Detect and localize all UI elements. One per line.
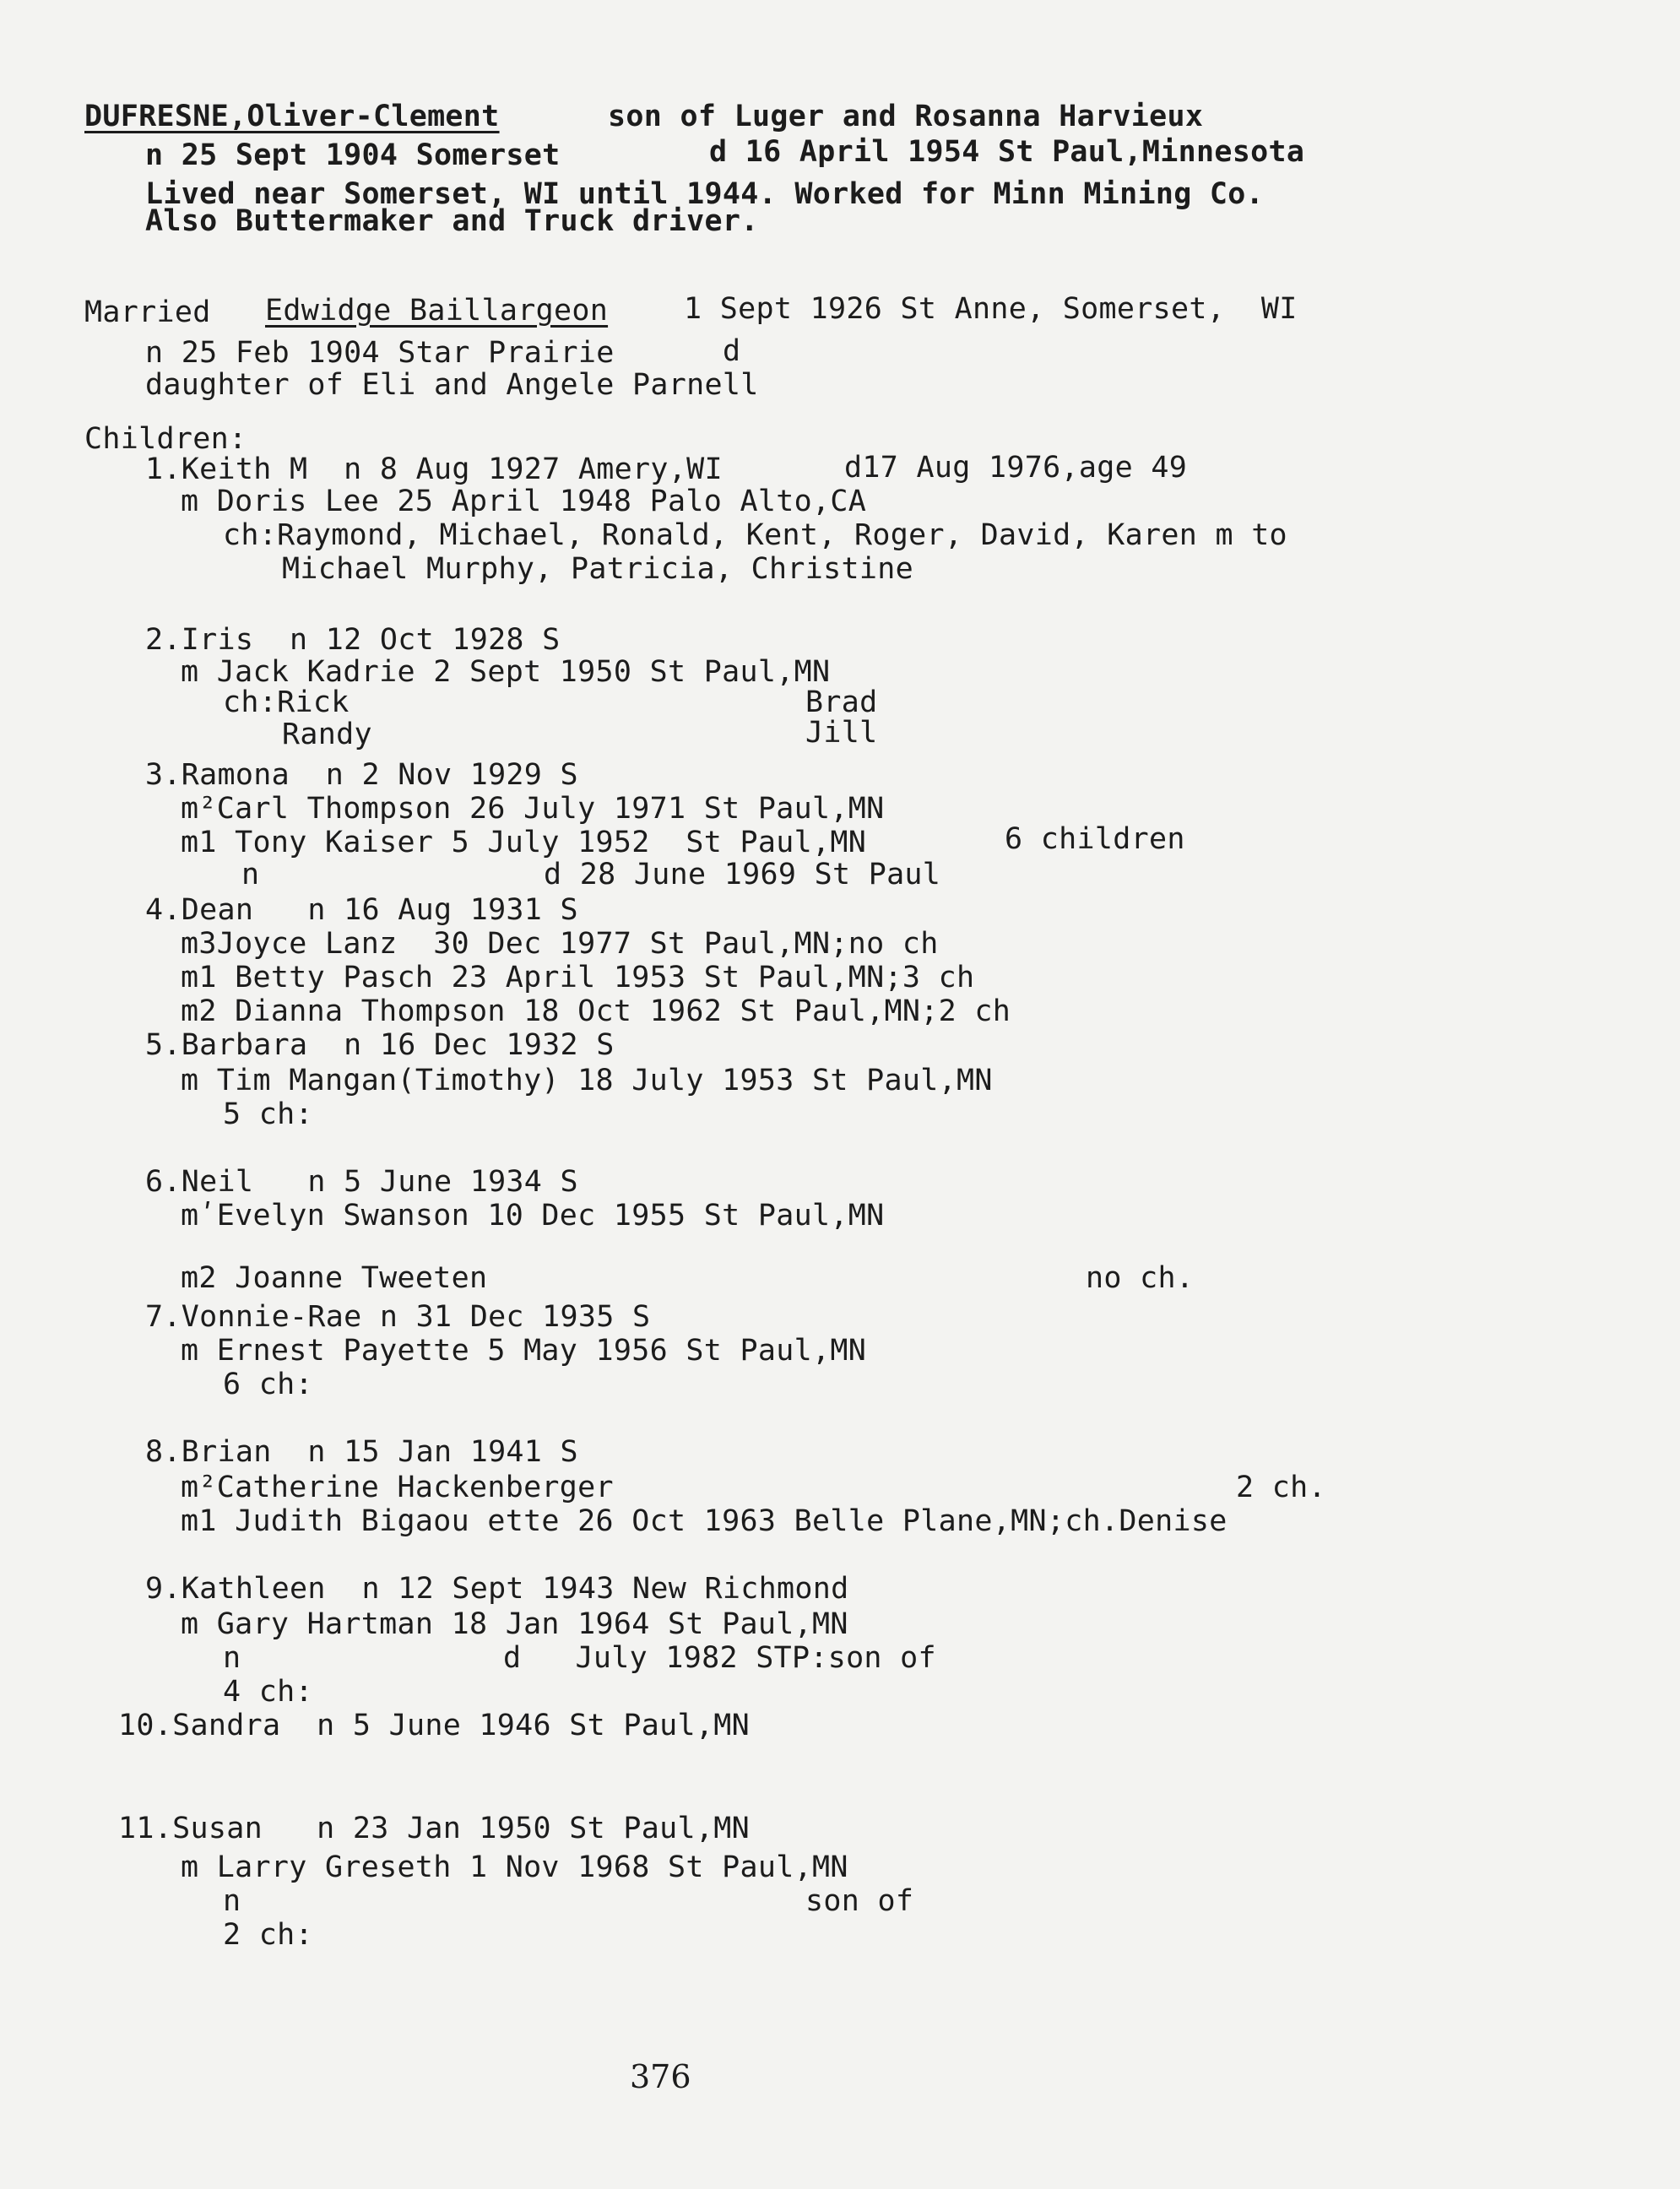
- child-11-line-1: 11.Susan n 23 Jan 1950 St Paul,MN: [118, 1812, 751, 1845]
- child-7-children: 6 ch:: [223, 1368, 313, 1401]
- child-2-children-3: Brad: [805, 685, 878, 719]
- child-9-spouse-death: d July 1982 STP:son of: [503, 1641, 936, 1675]
- child-8-marriage-2: m²Catherine Hackenberger: [181, 1471, 614, 1504]
- child-3-children-count: 6 children: [1005, 822, 1185, 856]
- child-6-marriage-1: mʹEvelyn Swanson 10 Dec 1955 St Paul,MN: [181, 1199, 885, 1233]
- child-1-children-line-2: Michael Murphy, Patricia, Christine: [282, 552, 914, 586]
- spouse-parents: daughter of Eli and Angele Parnell: [145, 368, 759, 402]
- child-2-children-4: Jill: [805, 716, 878, 750]
- child-7-marriage: m Ernest Payette 5 May 1956 St Paul,MN: [181, 1334, 867, 1368]
- child-11-marriage: m Larry Greseth 1 Nov 1968 St Paul,MN: [181, 1850, 848, 1884]
- subject-bio-line-1: Lived near Somerset, WI until 1944. Worked for Minn Mining Co.: [145, 177, 1265, 211]
- child-4-marriage-3: m3Joyce Lanz 30 Dec 1977 St Paul,MN;no ch: [181, 927, 939, 961]
- marriage-details: 1 Sept 1926 St Anne, Somerset, WI: [684, 292, 1298, 326]
- subject-death: d 16 April 1954 St Paul,Minnesota: [709, 135, 1305, 169]
- child-8-marriage-1: m1 Judith Bigaou ette 26 Oct 1963 Belle Plane,MN;ch.Denise: [181, 1504, 1227, 1538]
- spouse-death: d: [723, 334, 741, 368]
- child-11-spouse-parents: son of: [805, 1884, 914, 1918]
- child-2-children-1: ch:Rick: [223, 685, 350, 719]
- child-6-marriage-2: m2 Joanne Tweeten: [181, 1261, 488, 1295]
- child-3-spouse-death: d 28 June 1969 St Paul: [544, 858, 941, 891]
- child-1-children-line-1: ch:Raymond, Michael, Ronald, Kent, Roger, David, Karen m to: [223, 518, 1287, 552]
- child-7-line-1: 7.Vonnie-Rae n 31 Dec 1935 S: [145, 1300, 651, 1334]
- subject-parents: son of Luger and Rosanna Harvieux: [608, 100, 1204, 133]
- subject-bio-line-2: Also Buttermaker and Truck driver.: [145, 204, 759, 238]
- child-5-marriage: m Tim Mangan(Timothy) 18 July 1953 St Paul,MN: [181, 1064, 993, 1097]
- child-3-line-1: 3.Ramona n 2 Nov 1929 S: [145, 758, 578, 792]
- child-1-death: d17 Aug 1976,age 49: [844, 451, 1188, 485]
- married-label: Married: [84, 295, 211, 329]
- children-label: Children:: [84, 422, 247, 456]
- spouse-birth: n 25 Feb 1904 Star Prairie: [145, 336, 615, 370]
- child-11-spouse-birth: n: [223, 1884, 241, 1918]
- page-number: 376: [630, 2058, 691, 2095]
- child-1-marriage: m Doris Lee 25 April 1948 Palo Alto,CA: [181, 485, 867, 518]
- subject-name: DUFRESNE,Oliver-Clement: [84, 100, 500, 133]
- child-9-marriage: m Gary Hartman 18 Jan 1964 St Paul,MN: [181, 1607, 848, 1641]
- child-9-line-1: 9.Kathleen n 12 Sept 1943 New Richmond: [145, 1572, 849, 1606]
- child-1-line-1: 1.Keith M n 8 Aug 1927 Amery,WI: [145, 452, 723, 486]
- child-4-marriage-2: m2 Dianna Thompson 18 Oct 1962 St Paul,MN;2 ch: [181, 994, 1011, 1028]
- subject-birth: n 25 Sept 1904 Somerset: [145, 138, 561, 172]
- child-4-line-1: 4.Dean n 16 Aug 1931 S: [145, 893, 578, 927]
- child-2-marriage: m Jack Kadrie 2 Sept 1950 St Paul,MN: [181, 655, 831, 689]
- child-8-children-count: 2 ch.: [1236, 1471, 1326, 1504]
- child-2-children-2: Randy: [282, 718, 372, 751]
- spouse-name: Edwidge Baillargeon: [265, 294, 609, 328]
- child-9-children: 4 ch:: [223, 1675, 313, 1709]
- child-8-line-1: 8.Brian n 15 Jan 1941 S: [145, 1435, 578, 1469]
- child-10-line-1: 10.Sandra n 5 June 1946 St Paul,MN: [118, 1709, 751, 1742]
- child-5-children: 5 ch:: [223, 1097, 313, 1131]
- child-3-marriage-1: m1 Tony Kaiser 5 July 1952 St Paul,MN: [181, 826, 867, 859]
- child-9-spouse-birth: n: [223, 1641, 241, 1675]
- child-6-children: no ch.: [1086, 1261, 1195, 1295]
- child-3-spouse-birth: n: [241, 858, 260, 891]
- child-2-line-1: 2.Iris n 12 Oct 1928 S: [145, 623, 561, 657]
- child-6-line-1: 6.Neil n 5 June 1934 S: [145, 1165, 578, 1199]
- child-5-line-1: 5.Barbara n 16 Dec 1932 S: [145, 1028, 615, 1062]
- child-4-marriage-1: m1 Betty Pasch 23 April 1953 St Paul,MN;3 ch: [181, 961, 975, 994]
- child-3-marriage-2: m²Carl Thompson 26 July 1971 St Paul,MN: [181, 792, 885, 826]
- child-11-children: 2 ch:: [223, 1918, 313, 1952]
